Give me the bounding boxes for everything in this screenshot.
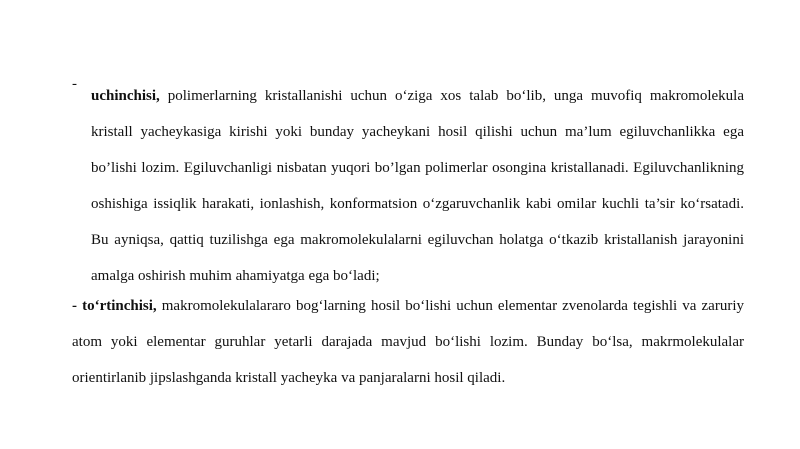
- paragraph-body-third: polimerlarning kristallanishi uchun o‘ziga xos talab bo‘lib, unga muvofiq makromolekula kristall yacheykasiga kirishi yoki bunday yacheykani hosil qilishi uchun ma’lum egiluvchanlikka ega bo’lishi lozim. Egiluvchanligi nisbatan yuqori bo’lgan polimerlar osongina kristallanadi. Egiluvchanlikning oshishiga issiqlik harakati, ionlashish, konformatsion o‘zgaruvchanlik kabi omilar kuchli ta’sir ko‘rsatadi. Bu ayniqsa, qattiq tuzilishga ega makromolekulalarni egiluvchan holatga o‘tkazib kristallanish jarayonini amalga oshirish muhim ahamiyatga ega bo‘ladi;: [91, 88, 745, 284]
- list-dash-marker: -: [72, 76, 77, 92]
- paragraph-third-condition: [91, 78, 744, 294]
- paragraph-lead-fourth: - to‘rtinchisi,: [72, 298, 157, 314]
- paragraph-fourth-condition: [72, 288, 744, 396]
- paragraph-lead-third: uchinchisi,: [91, 88, 160, 104]
- paragraph-body-fourth: makromolekulalararo bog‘larning hosil bo‘lishi uchun elementar zvenolarda tegishli va zaruriy atom yoki elementar guruhlar yetarli darajada mavjud bo‘lishi lozim. Bunday bo‘lsa, makrmolekulalar orientirlanib jipslashganda kristall yacheyka va panjaralarni hosil qiladi.: [72, 298, 744, 386]
